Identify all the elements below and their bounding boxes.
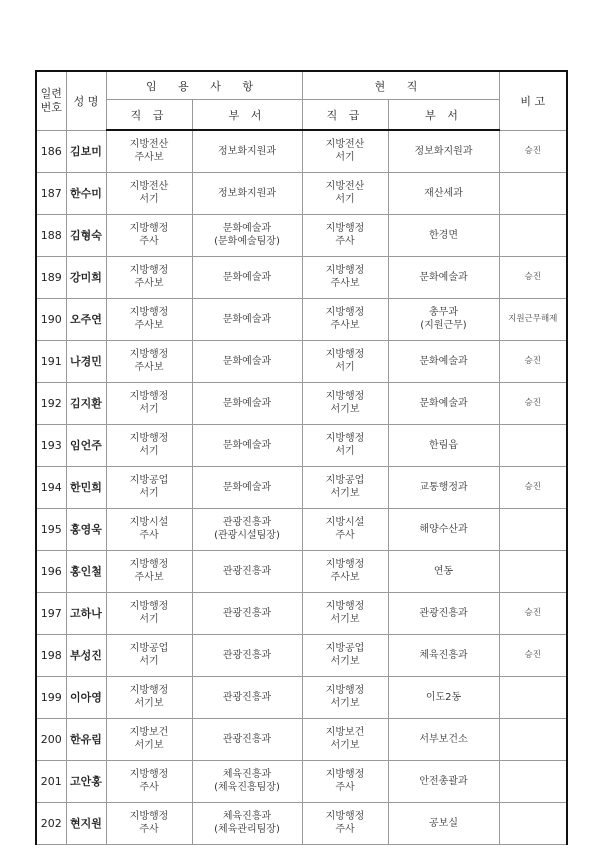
current-grade-cell	[302, 298, 388, 340]
appointment-dept-cell-line: 문화예술과	[222, 439, 272, 451]
appointment-dept-cell-line: 관광진흥과	[222, 733, 272, 745]
appointment-grade-cell-line: 주사	[139, 236, 159, 247]
appointment-dept-cell-line: 문화예술과	[222, 271, 272, 283]
current-grade-cell-line: 지방행정	[325, 685, 365, 696]
serial-number-cell: 188	[36, 214, 66, 256]
table-row	[36, 130, 567, 172]
appointment-grade-cell-line: 서기	[139, 194, 159, 205]
header-row-top	[36, 71, 567, 100]
current-dept-cell-line: 관광진흥과	[419, 607, 468, 619]
current-grade-cell-line: 지방행정	[325, 769, 365, 780]
current-dept-cell-line: 문화예술과	[419, 355, 468, 367]
serial-number-cell: 186	[36, 130, 66, 172]
name-cell: 이아영	[66, 676, 106, 718]
serial-number-cell: 195	[36, 508, 66, 550]
current-grade-cell-line: 지방공업	[325, 475, 365, 486]
appointment-dept-cell	[192, 760, 302, 802]
note-cell: 승진	[499, 340, 567, 382]
current-dept-cell-line: 재산세과	[424, 187, 463, 199]
current-grade-cell-line: 서기	[335, 446, 355, 457]
current-grade-cell-line: 서기	[335, 194, 355, 205]
current-dept-cell-line: 연동	[433, 565, 454, 577]
appointment-grade-cell	[106, 718, 192, 760]
current-grade-cell-line: 지방전산	[325, 181, 365, 192]
appointment-grade-cell-line: 지방행정	[129, 349, 169, 360]
note-cell	[499, 718, 567, 760]
appointment-grade-cell	[106, 340, 192, 382]
appointment-dept-cell-line: 관광진흥과	[222, 649, 272, 661]
table-row	[36, 634, 567, 676]
current-grade-cell-line: 지방행정	[325, 811, 365, 822]
appointment-grade-cell-line: 지방행정	[129, 559, 169, 570]
appointment-grade-cell-line: 서기	[139, 404, 159, 415]
appointment-grade-cell-line: 지방보건	[129, 727, 169, 738]
current-grade-cell-line: 서기보	[330, 740, 360, 751]
appointment-grade-cell-line: 서기보	[134, 698, 164, 709]
appointment-grade-cell	[106, 508, 192, 550]
current-grade-cell	[302, 592, 388, 634]
name-cell: 부성진	[66, 634, 106, 676]
appointment-dept-cell-line: 관광진흥과	[222, 691, 272, 703]
appointment-grade-cell-line: 주사	[139, 782, 159, 793]
table-row	[36, 466, 567, 508]
appointment-dept-cell	[192, 508, 302, 550]
appointment-grade-cell	[106, 802, 192, 844]
header-appointment: 임 용 사 항	[106, 71, 302, 100]
appointment-dept-cell	[192, 466, 302, 508]
current-grade-cell	[302, 256, 388, 298]
note-cell: 승진	[499, 592, 567, 634]
appointment-grade-cell	[106, 760, 192, 802]
current-grade-cell	[302, 214, 388, 256]
current-grade-cell	[302, 130, 388, 172]
current-dept-cell	[388, 718, 499, 760]
current-grade-cell	[302, 676, 388, 718]
appointment-dept-cell	[192, 256, 302, 298]
appointment-grade-cell-line: 지방공업	[129, 643, 169, 654]
appointment-dept-cell	[192, 802, 302, 844]
appointment-dept-cell-line: (관광시설팀장)	[214, 530, 280, 541]
serial-number-cell: 197	[36, 592, 66, 634]
appointment-dept-cell	[192, 634, 302, 676]
appointment-grade-cell	[106, 592, 192, 634]
current-grade-cell-line: 주사보	[330, 320, 360, 331]
name-cell: 나경민	[66, 340, 106, 382]
name-cell: 한민희	[66, 466, 106, 508]
current-dept-cell	[388, 592, 499, 634]
appointment-dept-cell	[192, 676, 302, 718]
appointment-grade-cell-line: 지방공업	[129, 475, 169, 486]
table-body	[36, 130, 567, 844]
appointment-dept-cell	[192, 172, 302, 214]
note-cell	[499, 676, 567, 718]
current-grade-cell-line: 지방행정	[325, 601, 365, 612]
note-cell	[499, 550, 567, 592]
current-dept-cell-line: 공보실	[429, 817, 458, 829]
current-dept-cell-line: 서부보건소	[419, 733, 468, 745]
note-cell	[499, 802, 567, 844]
appointment-dept-cell-line: 문화예술과	[222, 397, 272, 409]
current-dept-cell-line: 안전총괄과	[419, 775, 468, 787]
appointment-grade-cell	[106, 256, 192, 298]
current-grade-cell	[302, 508, 388, 550]
name-cell: 한수미	[66, 172, 106, 214]
current-dept-cell	[388, 760, 499, 802]
serial-number-cell: 202	[36, 802, 66, 844]
current-grade-cell-line: 지방행정	[325, 349, 365, 360]
name-cell: 김지환	[66, 382, 106, 424]
header-note: 비 고	[499, 71, 567, 130]
current-dept-cell	[388, 340, 499, 382]
table-row	[36, 592, 567, 634]
appointment-grade-cell	[106, 676, 192, 718]
note-cell	[499, 214, 567, 256]
serial-number-cell: 190	[36, 298, 66, 340]
appointment-dept-cell-line: 관광진흥과	[222, 565, 272, 577]
current-grade-cell-line: 주사	[335, 824, 355, 835]
current-grade-cell-line: 지방행정	[325, 307, 365, 318]
note-cell	[499, 760, 567, 802]
appointment-grade-cell-line: 지방행정	[129, 769, 169, 780]
current-grade-cell-line: 서기보	[330, 488, 360, 499]
current-grade-cell-line: 서기보	[330, 404, 360, 415]
table-row	[36, 550, 567, 592]
serial-number-cell: 196	[36, 550, 66, 592]
appointment-grade-cell-line: 주사	[139, 530, 159, 541]
header-current-position: 현 직	[302, 71, 499, 100]
appointment-grade-cell-line: 지방시설	[129, 517, 169, 528]
current-grade-cell	[302, 382, 388, 424]
note-cell: 지원근무해제	[499, 298, 567, 340]
appointment-dept-cell-line: 문화예술과	[222, 313, 272, 325]
current-dept-cell	[388, 550, 499, 592]
appointment-dept-cell	[192, 298, 302, 340]
appointment-grade-cell	[106, 634, 192, 676]
serial-number-cell: 192	[36, 382, 66, 424]
name-cell: 홍영욱	[66, 508, 106, 550]
serial-number-cell: 187	[36, 172, 66, 214]
appointment-dept-cell-line: 정보화지원과	[218, 145, 276, 157]
appointment-grade-cell-line: 주사보	[134, 320, 164, 331]
current-dept-cell	[388, 676, 499, 718]
appointment-grade-cell-line: 지방행정	[129, 433, 169, 444]
appointment-grade-cell-line: 지방전산	[129, 181, 169, 192]
current-grade-cell-line: 지방전산	[325, 139, 365, 151]
current-grade-cell-line: 서기	[335, 362, 355, 373]
current-grade-cell-line: 주사보	[330, 572, 360, 583]
current-grade-cell	[302, 172, 388, 214]
current-dept-cell	[388, 508, 499, 550]
current-grade-cell	[302, 718, 388, 760]
current-dept-cell	[388, 172, 499, 214]
table-row	[36, 382, 567, 424]
appointment-grade-cell-line: 주사보	[134, 278, 164, 289]
name-cell: 한유림	[66, 718, 106, 760]
appointment-dept-cell-line: (문화예술팀장)	[214, 236, 280, 247]
current-dept-cell	[388, 634, 499, 676]
current-grade-cell-line: 주사	[335, 236, 355, 247]
serial-number-cell: 200	[36, 718, 66, 760]
appointment-grade-cell-line: 지방행정	[129, 265, 169, 276]
name-cell: 김보미	[66, 130, 106, 172]
current-dept-cell	[388, 802, 499, 844]
current-grade-cell-line: 주사	[335, 782, 355, 793]
serial-number-cell: 201	[36, 760, 66, 802]
note-cell	[499, 424, 567, 466]
appointment-grade-cell	[106, 550, 192, 592]
appointment-grade-cell-line: 서기	[139, 614, 159, 625]
name-cell: 고안홍	[66, 760, 106, 802]
note-cell	[499, 172, 567, 214]
appointment-dept-cell	[192, 214, 302, 256]
appointment-grade-cell-line: 서기	[139, 656, 159, 667]
name-cell: 홍인철	[66, 550, 106, 592]
current-dept-cell	[388, 256, 499, 298]
current-grade-cell-line: 서기보	[330, 656, 360, 667]
table-row	[36, 760, 567, 802]
appointment-grade-cell-line: 서기보	[134, 740, 164, 751]
appointment-dept-cell	[192, 718, 302, 760]
table-row	[36, 340, 567, 382]
appointment-grade-cell-line: 지방행정	[129, 685, 169, 696]
serial-number-cell: 191	[36, 340, 66, 382]
current-grade-cell	[302, 340, 388, 382]
current-grade-cell-line: 지방행정	[325, 433, 365, 444]
current-dept-cell-line: 이도2동	[425, 691, 462, 703]
appointment-grade-cell-line: 지방행정	[129, 811, 169, 822]
current-dept-cell-line: 한경면	[429, 229, 458, 241]
current-dept-cell-line: 해양수산과	[419, 523, 468, 535]
table-row	[36, 214, 567, 256]
current-grade-cell-line: 서기보	[330, 614, 360, 625]
name-cell: 현지원	[66, 802, 106, 844]
current-dept-cell-line: 한림읍	[429, 439, 458, 451]
table-row	[36, 424, 567, 466]
appointment-grade-cell-line: 지방행정	[129, 223, 169, 234]
note-cell	[499, 508, 567, 550]
note-cell: 승진	[499, 634, 567, 676]
header-name: 성 명	[66, 71, 106, 130]
table-row	[36, 298, 567, 340]
current-dept-cell-line: (지원근무)	[420, 320, 467, 331]
current-dept-cell	[388, 214, 499, 256]
personnel-table-sheet	[35, 70, 566, 845]
serial-number-cell: 198	[36, 634, 66, 676]
appointment-grade-cell-line: 지방행정	[129, 391, 169, 402]
current-grade-cell-line: 지방행정	[325, 391, 365, 402]
name-cell: 김형숙	[66, 214, 106, 256]
current-grade-cell-line: 서기	[335, 152, 355, 164]
appointment-grade-cell-line: 주사	[139, 824, 159, 835]
current-grade-cell-line: 지방보건	[325, 727, 365, 738]
serial-number-cell: 193	[36, 424, 66, 466]
current-grade-cell-line: 지방행정	[325, 265, 365, 276]
appointment-dept-cell-line: 체육진흥과	[222, 769, 272, 780]
current-dept-cell-line: 교통행정과	[419, 481, 468, 493]
table-row	[36, 802, 567, 844]
appointment-grade-cell-line: 지방전산	[129, 139, 169, 151]
appointment-grade-cell	[106, 466, 192, 508]
appointment-grade-cell	[106, 172, 192, 214]
current-grade-cell	[302, 760, 388, 802]
current-dept-cell	[388, 382, 499, 424]
appointment-grade-cell-line: 주사보	[134, 152, 164, 164]
table-row	[36, 676, 567, 718]
appointment-grade-cell-line: 주사보	[134, 572, 164, 583]
current-grade-cell-line: 서기보	[330, 698, 360, 709]
appointment-grade-cell	[106, 424, 192, 466]
current-grade-cell-line: 주사보	[330, 278, 360, 289]
current-dept-cell-line: 문화예술과	[419, 397, 468, 409]
name-cell: 강미희	[66, 256, 106, 298]
personnel-table	[35, 70, 568, 845]
table-row	[36, 256, 567, 298]
note-cell: 승진	[499, 466, 567, 508]
table-row	[36, 508, 567, 550]
appointment-dept-cell	[192, 424, 302, 466]
appointment-grade-cell	[106, 382, 192, 424]
name-cell: 오주연	[66, 298, 106, 340]
current-grade-cell-line: 지방시설	[325, 517, 365, 528]
appointment-grade-cell-line: 주사보	[134, 362, 164, 373]
serial-number-cell: 194	[36, 466, 66, 508]
header-current-dept: 부 서	[388, 100, 499, 131]
appointment-grade-cell	[106, 130, 192, 172]
note-cell: 승진	[499, 130, 567, 172]
name-cell: 임언주	[66, 424, 106, 466]
header-row-sub	[36, 100, 567, 131]
note-cell: 승진	[499, 382, 567, 424]
appointment-dept-cell	[192, 592, 302, 634]
note-cell: 승진	[499, 256, 567, 298]
appointment-dept-cell	[192, 550, 302, 592]
current-dept-cell	[388, 130, 499, 172]
appointment-grade-cell	[106, 298, 192, 340]
current-dept-cell	[388, 466, 499, 508]
header-appointment-dept: 부 서	[192, 100, 302, 131]
appointment-dept-cell-line: 체육진흥과	[222, 811, 272, 822]
current-dept-cell-line: 문화예술과	[419, 271, 468, 283]
header-current-grade: 직 급	[302, 100, 388, 131]
serial-number-cell: 199	[36, 676, 66, 718]
appointment-dept-cell	[192, 382, 302, 424]
appointment-grade-cell	[106, 214, 192, 256]
appointment-dept-cell-line: 문화예술과	[222, 355, 272, 367]
serial-number-cell: 189	[36, 256, 66, 298]
current-grade-cell	[302, 634, 388, 676]
header-appointment-grade: 직 급	[106, 100, 192, 131]
appointment-dept-cell-line: (체육관리팀장)	[214, 824, 280, 835]
appointment-dept-cell-line: 문화예술과	[222, 481, 272, 493]
current-grade-cell-line: 주사	[335, 530, 355, 541]
current-grade-cell	[302, 550, 388, 592]
current-grade-cell	[302, 466, 388, 508]
appointment-dept-cell-line: 관광진흥과	[222, 607, 272, 619]
appointment-dept-cell-line: (체육진흥팀장)	[214, 782, 280, 793]
table-row	[36, 718, 567, 760]
current-grade-cell	[302, 802, 388, 844]
appointment-grade-cell-line: 지방행정	[129, 601, 169, 612]
appointment-dept-cell-line: 문화예술과	[222, 223, 272, 234]
appointment-dept-cell	[192, 130, 302, 172]
appointment-grade-cell-line: 서기	[139, 488, 159, 499]
current-dept-cell	[388, 298, 499, 340]
appointment-dept-cell-line: 관광진흥과	[222, 517, 272, 528]
current-grade-cell-line: 지방행정	[325, 223, 365, 234]
current-dept-cell	[388, 424, 499, 466]
appointment-dept-cell-line: 정보화지원과	[218, 187, 276, 199]
current-grade-cell	[302, 424, 388, 466]
current-dept-cell-line: 총무과	[429, 307, 458, 318]
appointment-grade-cell-line: 지방행정	[129, 307, 169, 318]
current-dept-cell-line: 체육진흥과	[419, 649, 468, 661]
appointment-grade-cell-line: 서기	[139, 446, 159, 457]
header-serial-number: 일련 번호	[36, 71, 66, 130]
current-dept-cell-line: 정보화지원과	[414, 145, 473, 157]
current-grade-cell-line: 지방행정	[325, 559, 365, 570]
appointment-dept-cell	[192, 340, 302, 382]
current-grade-cell-line: 지방공업	[325, 643, 365, 654]
table-row	[36, 172, 567, 214]
name-cell: 고하나	[66, 592, 106, 634]
